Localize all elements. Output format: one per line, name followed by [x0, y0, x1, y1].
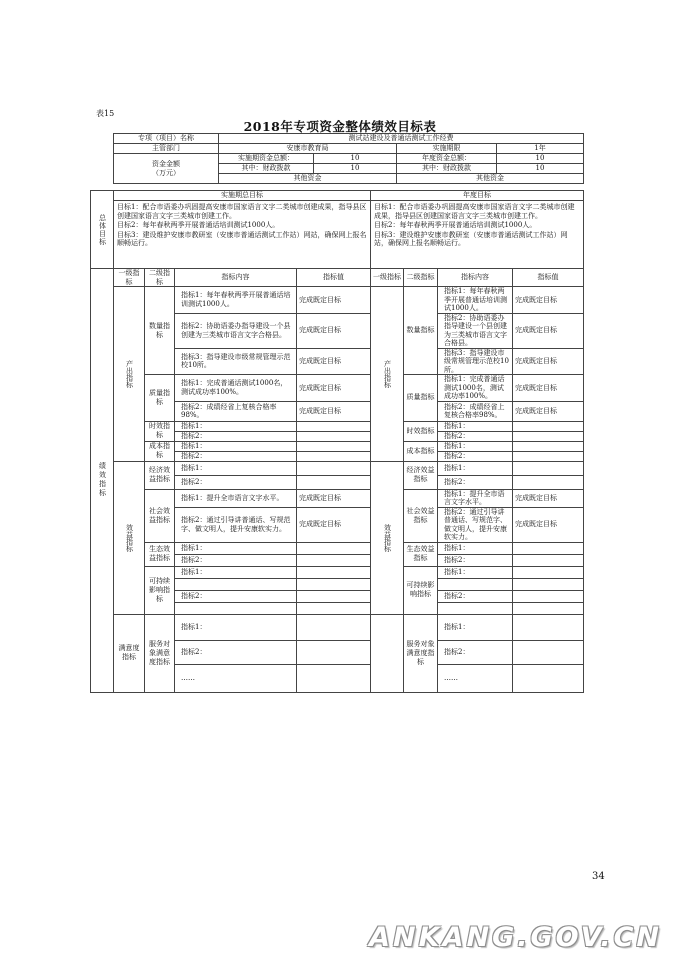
quantity-2-annual-value: 完成既定目标 — [513, 313, 584, 348]
sustain-2: 指标2： — [175, 590, 297, 602]
quantity-2: 指标2：协助语委办指导建设一个县创建为三类城市语言文字合格县。 — [175, 313, 297, 348]
sustain-blank-2 — [175, 602, 297, 614]
period-goal-1: 目标1：配合市语委办巩固提高安康市国家语言文字二类城市创建成果，指导县区创建国家语言文字三类城市创建工作。 — [117, 203, 367, 220]
cost-2-annual-value — [513, 451, 584, 461]
service-1-annual: 指标1： — [438, 614, 513, 640]
eco-1-annual: 指标1： — [438, 542, 513, 554]
service-2-annual-value — [513, 640, 584, 664]
fiscal-value: 10 — [314, 164, 397, 174]
quantity-indicator-annual: 数量指标 — [404, 287, 438, 375]
quality-2-annual-value: 完成既定目标 — [513, 401, 584, 421]
social-1: 指标1：提升全市语言文字水平。 — [175, 489, 297, 507]
sustain-1-annual: 指标1： — [438, 566, 513, 578]
col-content: 指标内容 — [175, 269, 297, 287]
sustain-2-annual: 指标2： — [438, 590, 513, 602]
quantity-2-value: 完成既定目标 — [297, 313, 371, 348]
eco-1-value — [297, 542, 371, 554]
funds-label — [114, 154, 219, 184]
other-funds-label-annual: 其他资金 — [397, 174, 584, 184]
economic-indicator-annual: 经济效益指标 — [404, 461, 438, 489]
time-2-annual: 指标2： — [438, 431, 513, 441]
annual-goals-header: 年度目标 — [371, 191, 584, 201]
time-1-value — [297, 421, 371, 431]
eco-2-value — [297, 554, 371, 566]
period-goals — [114, 201, 371, 269]
col-level2-annual: 二级指标 — [404, 269, 438, 287]
site-watermark: ANKANG.GOV.CN — [369, 922, 662, 953]
cost-2-annual: 指标2： — [438, 451, 513, 461]
cost-1-value — [297, 441, 371, 451]
time-indicator-annual: 时效指标 — [404, 421, 438, 441]
social-2-annual-value: 完成既定目标 — [513, 507, 584, 542]
economic-2: 指标2： — [175, 475, 297, 489]
fiscal-label: 其中：财政拨款 — [219, 164, 314, 174]
quantity-1: 指标1：每年春秋两季开展普通话培训测试1000人。 — [175, 287, 297, 314]
sustain-1-annual-value — [513, 566, 584, 578]
quantity-3: 指标3：指导建设市级常规管理示范校10所。 — [175, 348, 297, 375]
sustain-blank-1-annual-value — [513, 578, 584, 590]
eco-2-annual: 指标2： — [438, 554, 513, 566]
fiscal-value-annual: 10 — [497, 164, 584, 174]
quantity-1-annual-value: 完成既定目标 — [513, 287, 584, 314]
social-1-annual: 指标1：提升全市语言文字水平。 — [438, 489, 513, 507]
project-name-label: 专项（项目）名称 — [114, 134, 219, 144]
time-1: 指标1： — [175, 421, 297, 431]
eco-2: 指标2： — [175, 554, 297, 566]
social-2-annual: 指标2：通过引导讲普通话、写规范字、做文明人，提升安康软实力。 — [438, 507, 513, 542]
annual-goal-3: 目标3：建设维护安康市教研室（安康市普通话测试工作站）网站，确保网上报名顺畅运行。 — [374, 230, 568, 247]
quality-1-value: 完成既定目标 — [297, 375, 371, 402]
total-funds-label: 实施期资金总额： — [219, 154, 314, 164]
annual-funds-value: 10 — [497, 154, 584, 164]
department-label: 主管部门 — [114, 144, 219, 154]
service-2: 指标2： — [175, 640, 297, 664]
sustain-blank-2-value — [297, 602, 371, 614]
quantity-indicator: 数量指标 — [145, 287, 175, 375]
other-funds-label: 其他资金 — [219, 174, 397, 184]
sustain-blank-2-annual-value — [513, 602, 584, 614]
sustain-blank-1-value — [297, 578, 371, 590]
department-value: 安康市教育局 — [219, 144, 397, 154]
economic-2-annual-value — [513, 475, 584, 489]
sustain-blank-2-annual — [438, 602, 513, 614]
sustain-1-value — [297, 566, 371, 578]
sustain-2-annual-value — [513, 590, 584, 602]
sustain-2-value — [297, 590, 371, 602]
project-name-value: 测试站建设及普通话测试工作经费 — [219, 134, 584, 144]
quantity-1-annual: 指标1：每年春秋两季开展普通话培训测试1000人。 — [438, 287, 513, 314]
performance-label: 绩效指标 — [91, 269, 114, 693]
quality-2-annual: 指标2：成绩经省上复核合格率98%。 — [438, 401, 513, 421]
service-indicator-annual: 服务对象满意度指标 — [404, 614, 438, 692]
satisfaction-category: 满意度指标 — [114, 614, 145, 692]
annual-funds-label: 年度资金总额： — [397, 154, 497, 164]
service-indicator: 服务对象满意度指标 — [145, 614, 175, 692]
quality-indicator-annual: 质量指标 — [404, 375, 438, 422]
quality-1-annual: 指标1：完成普通话测试1000名，测试成功率100%。 — [438, 375, 513, 402]
quantity-3-value: 完成既定目标 — [297, 348, 371, 375]
annual-goal-1: 目标1：配合市语委办巩固提高安康市国家语言文字二类城市创建成果，指导县区创建国家语言文字三类城市创建工作。 — [374, 203, 575, 220]
annual-goals — [371, 201, 584, 269]
sustain-blank-1-annual — [438, 578, 513, 590]
economic-indicator: 经济效益指标 — [145, 461, 175, 489]
time-1-annual: 指标1： — [438, 421, 513, 431]
sustain-1: 指标1： — [175, 566, 297, 578]
quality-1-annual-value: 完成既定目标 — [513, 375, 584, 402]
quantity-1-value: 完成既定目标 — [297, 287, 371, 314]
cost-1: 指标1： — [175, 441, 297, 451]
output-category-annual: 产出指标 — [371, 287, 404, 462]
fiscal-label-annual: 其中：财政拨款 — [397, 164, 497, 174]
economic-1-annual-value — [513, 461, 584, 475]
time-1-annual-value — [513, 421, 584, 431]
quality-2: 指标2：成绩经省上复核合格率98%。 — [175, 401, 297, 421]
period-label: 实施期限 — [397, 144, 497, 154]
summary-table — [113, 133, 584, 184]
service-ellipsis-annual: …… — [438, 664, 513, 692]
quantity-3-annual: 指标3：指导建设市级常规管理示范校10所。 — [438, 348, 513, 375]
quality-indicator: 质量指标 — [145, 375, 175, 422]
economic-2-value — [297, 475, 371, 489]
economic-1: 指标1： — [175, 461, 297, 475]
col-level1-annual: 一级指标 — [371, 269, 404, 287]
quantity-3-annual-value: 完成既定目标 — [513, 348, 584, 375]
service-ellipsis: …… — [175, 664, 297, 692]
service-2-annual: 指标2： — [438, 640, 513, 664]
col-value: 指标值 — [297, 269, 371, 287]
output-category: 产出指标 — [114, 287, 145, 462]
cost-indicator: 成本指标 — [145, 441, 175, 461]
funds-label-line2: （万元） — [152, 168, 180, 177]
time-2-annual-value — [513, 431, 584, 441]
cost-indicator-annual: 成本指标 — [404, 441, 438, 461]
service-2-value — [297, 640, 371, 664]
annual-goal-2: 目标2：每年春秋两季开展普通话培训测试1000人。 — [374, 221, 537, 229]
eco-2-annual-value — [513, 554, 584, 566]
quality-1: 指标1：完成普通话测试1000名，测试成功率100%。 — [175, 375, 297, 402]
sustain-indicator: 可持续影响指标 — [145, 566, 175, 614]
social-1-annual-value: 完成既定目标 — [513, 489, 584, 507]
eco-1-annual-value — [513, 542, 584, 554]
benefit-category-annual: 效益指标 — [371, 461, 404, 614]
time-2: 指标2： — [175, 431, 297, 441]
social-indicator-annual: 社会效益指标 — [404, 489, 438, 542]
service-1: 指标1： — [175, 614, 297, 640]
satisfaction-category-annual — [371, 614, 404, 692]
table-tag: 表15 — [96, 109, 115, 118]
quality-2-value: 完成既定目标 — [297, 401, 371, 421]
col-value-annual: 指标值 — [513, 269, 584, 287]
benefit-category: 效益指标 — [114, 461, 145, 614]
col-content-annual: 指标内容 — [438, 269, 513, 287]
page-number: 34 — [592, 871, 605, 882]
service-ellipsis-annual-value — [513, 664, 584, 692]
eco-1: 指标1： — [175, 542, 297, 554]
col-level2: 二级指标 — [145, 269, 175, 287]
social-1-value: 完成既定目标 — [297, 489, 371, 507]
social-2: 指标2：通过引导讲普通话、写规范字、做文明人，提升安康软实力。 — [175, 507, 297, 542]
col-level1: 一级指标 — [114, 269, 145, 287]
time-2-value — [297, 431, 371, 441]
service-ellipsis-value — [297, 664, 371, 692]
period-goal-3: 目标3：建设维护安康市教研室（安康市普通话测试工作站）网站，确保网上报名顺畅运行。 — [117, 230, 367, 247]
economic-1-annual: 指标1： — [438, 461, 513, 475]
eco-indicator: 生态效益指标 — [145, 542, 175, 566]
cost-2: 指标2： — [175, 451, 297, 461]
cost-1-annual: 指标1： — [438, 441, 513, 451]
total-funds-value: 10 — [314, 154, 397, 164]
sustain-indicator-annual: 可持续影响指标 — [404, 566, 438, 614]
performance-table — [90, 268, 584, 693]
period-goal-2: 目标2：每年春秋两季开展普通话培训测试1000人。 — [117, 221, 280, 229]
service-1-annual-value — [513, 614, 584, 640]
document-title: 2018年专项资金整体绩效目标表 — [243, 119, 437, 134]
cost-1-annual-value — [513, 441, 584, 451]
goals-table — [90, 190, 584, 269]
cost-2-value — [297, 451, 371, 461]
social-indicator: 社会效益指标 — [145, 489, 175, 542]
service-1-value — [297, 614, 371, 640]
funds-label-line1: 资金金额 — [152, 160, 180, 168]
overall-goals-label: 总体目标 — [91, 191, 114, 269]
time-indicator: 时效指标 — [145, 421, 175, 441]
period-goals-header: 实施期总目标 — [114, 191, 371, 201]
economic-1-value — [297, 461, 371, 475]
economic-2-annual: 指标2： — [438, 475, 513, 489]
eco-indicator-annual: 生态效益指标 — [404, 542, 438, 566]
period-value: 1年 — [497, 144, 584, 154]
quantity-2-annual: 指标2：协助语委办指导建设一个县创建为三类城市语言文字合格县。 — [438, 313, 513, 348]
social-2-value: 完成既定目标 — [297, 507, 371, 542]
sustain-blank-1 — [175, 578, 297, 590]
